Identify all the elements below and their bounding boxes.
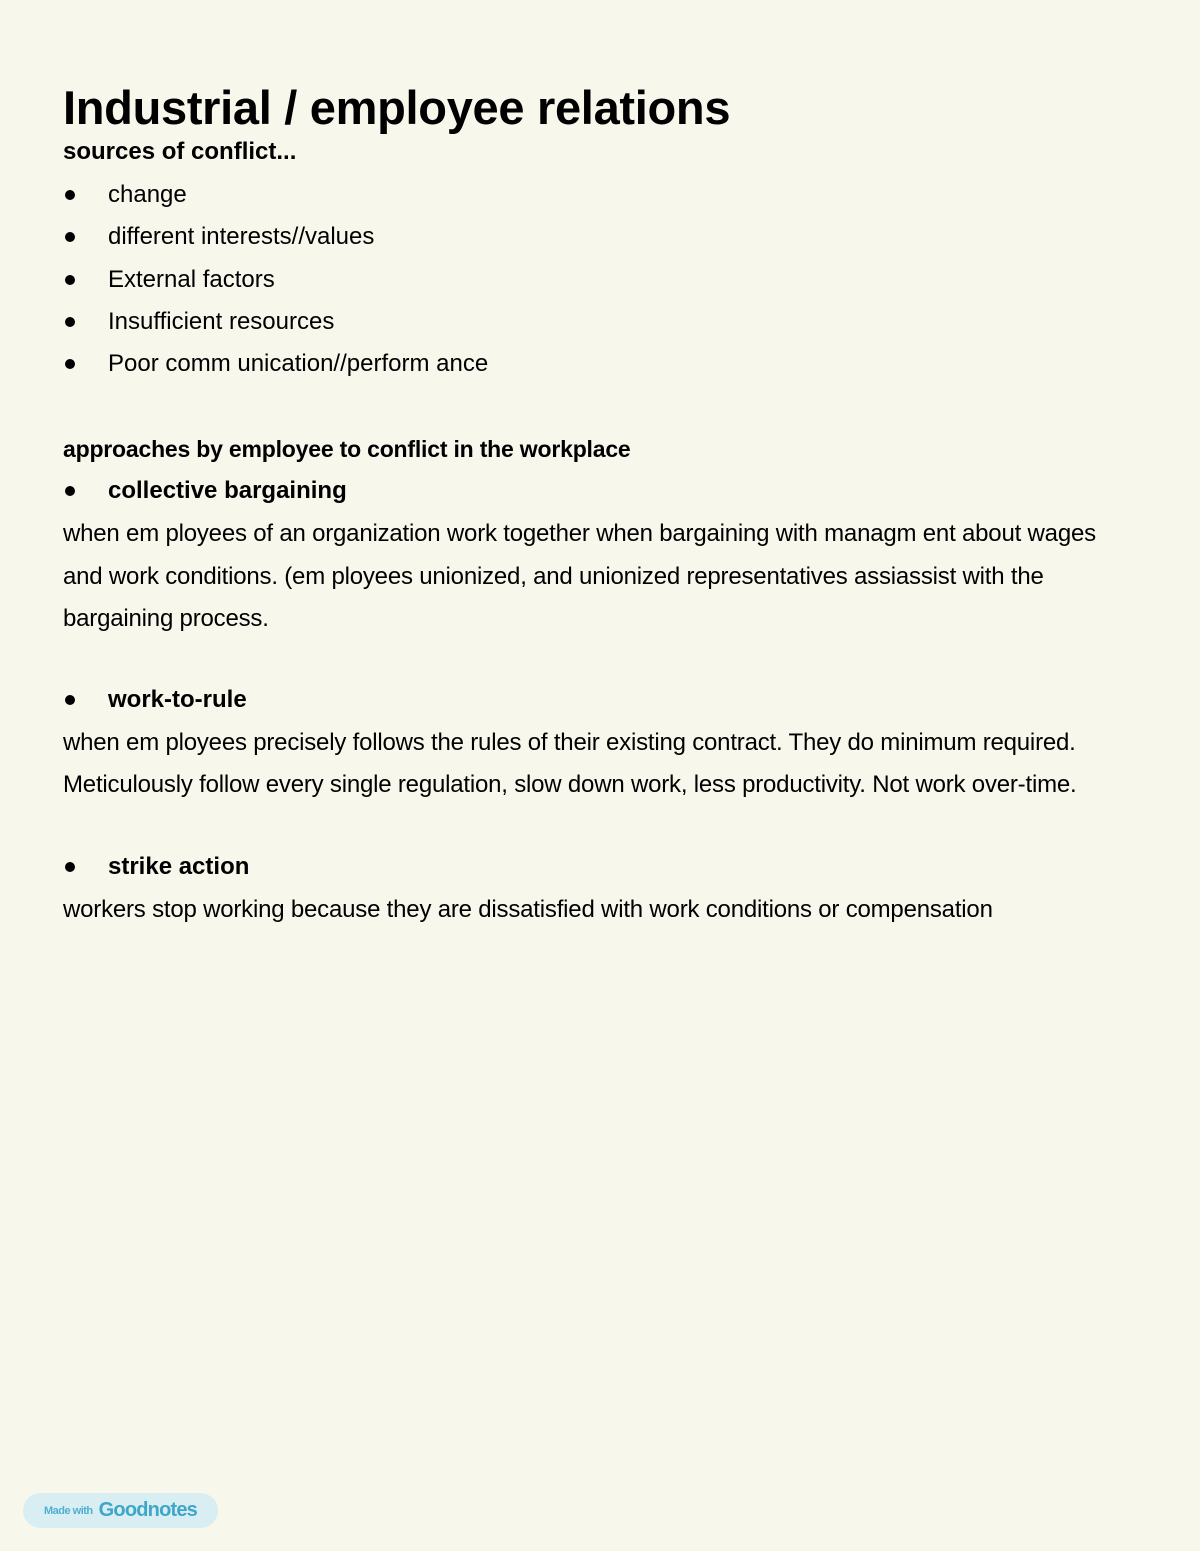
bullet-icon	[65, 190, 75, 200]
approach-title-text: work-to-rule	[108, 686, 247, 714]
badge-brand: Goodnotes	[98, 1499, 198, 1521]
sources-heading: sources of conflict...	[63, 138, 297, 165]
made-with-goodnotes-badge[interactable]	[23, 1493, 218, 1528]
list-item-text: change	[108, 181, 187, 208]
bullet-icon	[65, 317, 75, 327]
approach-title-text: collective bargaining	[108, 477, 347, 505]
bullet-icon	[65, 232, 75, 242]
approaches-heading: approaches by employee to conflict in the workplace	[63, 436, 631, 463]
bullet-icon	[65, 862, 75, 872]
document-page	[63, 80, 1133, 931]
list-item-text: Insufficient resources	[108, 307, 335, 335]
approach-title	[63, 847, 1133, 887]
page-title: Industrial / employee relations	[63, 81, 731, 134]
list-item-text: Poor comm unication//perform ance	[108, 350, 489, 378]
list-item	[63, 301, 1133, 343]
list-item	[63, 174, 1133, 216]
approach-title-text: strike action	[108, 852, 250, 880]
approach-title	[63, 471, 1133, 511]
approach-description: workers stop working because they are dissatisfied with work conditions or compensation	[63, 895, 993, 923]
list-item-text: External factors	[108, 265, 275, 293]
sources-list	[63, 174, 1133, 385]
bullet-icon	[65, 359, 75, 369]
bullet-icon	[65, 275, 75, 285]
approach-description: when em ployees precisely follows the rules of their existing contract. They do minimum required. Meticulously follow every single regulation, slow down work, less productivity. Not work over-time.	[63, 729, 1077, 799]
approach-title	[63, 680, 1133, 720]
approach-work-to-rule	[63, 680, 1133, 806]
list-item	[63, 343, 1133, 385]
list-item	[63, 259, 1133, 301]
approach-description: when em ployees of an organization work together when bargaining with managm ent about wages and work conditions. (em ployees unionized, and unionized representatives assiassist with the bargaining process.	[63, 520, 1096, 632]
approach-strike-action	[63, 847, 1133, 931]
list-item	[63, 216, 1133, 258]
badge-prefix: Made with	[43, 1504, 93, 1517]
bullet-icon	[65, 486, 75, 496]
bullet-icon	[65, 695, 75, 705]
approach-collective-bargaining	[63, 471, 1133, 640]
list-item-text: different interests//values	[108, 223, 375, 251]
